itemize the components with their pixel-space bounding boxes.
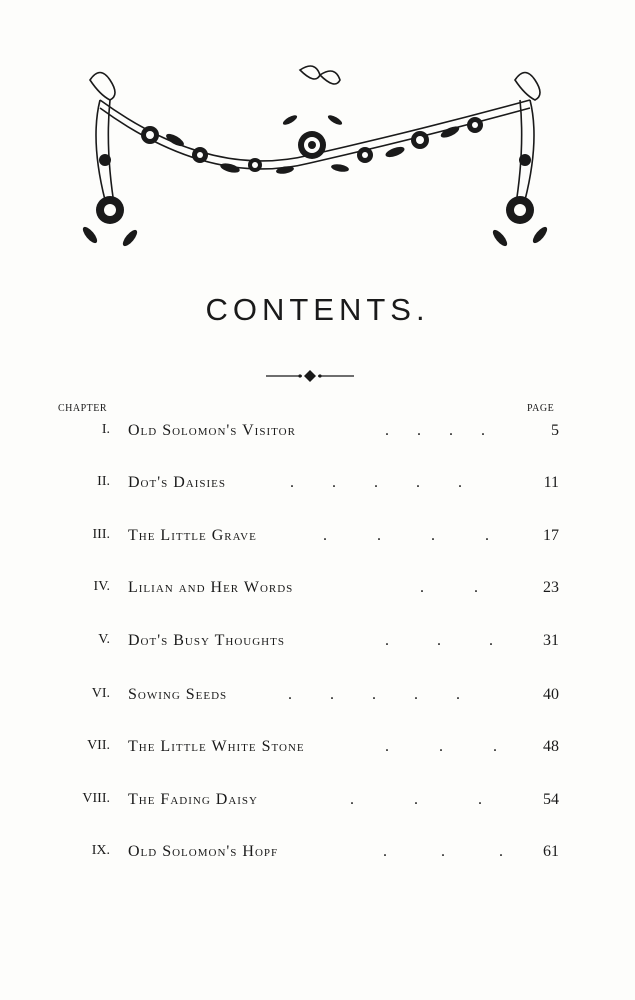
toc-entry [0,579,635,609]
floral-garland-icon [60,60,575,260]
chapter-column-header: CHAPTER [58,403,108,414]
page-number: 48 [543,738,559,755]
page-number: 31 [543,632,559,649]
dot-leader: . . . [350,791,482,808]
page-number: 40 [543,686,559,703]
chapter-title: Old Solomon's Visitor [128,422,296,439]
dot-leader: . . . . . [290,474,462,491]
page-number: 61 [543,843,559,860]
chapter-number: VII. [87,738,110,753]
chapter-number: V. [98,632,110,647]
chapter-number: VIII. [82,791,110,806]
dot-leader: . . . . [385,422,485,439]
toc-entry [0,632,635,662]
chapter-title: Dot's Daisies [128,474,226,491]
page-number: 17 [543,527,559,544]
page-number: 54 [543,791,559,808]
page-number: 11 [543,474,559,491]
toc-entry [0,843,635,873]
chapter-number: IV. [93,579,110,594]
page-column-header: PAGE [527,403,555,414]
dot-leader: . . . [385,632,493,649]
page-title: CONTENTS. [205,292,430,327]
divider-ornament-icon [262,366,358,384]
dot-leader: . . [420,579,478,596]
toc-entry [0,791,635,821]
chapter-number: VI. [91,686,110,701]
page-number: 23 [543,579,559,596]
chapter-title: Lilian and Her Words [128,579,294,596]
dot-leader: . . . [385,738,497,755]
chapter-number: II. [97,474,110,489]
dot-leader: . . . . [323,527,489,544]
chapter-number: III. [92,527,110,542]
chapter-title: The Fading Daisy [128,791,258,808]
dot-leader: . . . [383,843,503,860]
dot-leader: . . . . . [288,686,460,703]
page-number: 5 [551,422,559,439]
chapter-title: The Little Grave [128,527,257,544]
toc-entry [0,686,635,716]
toc-entry [0,422,635,452]
toc-entry [0,474,635,504]
toc-entry [0,738,635,768]
chapter-title: Old Solomon's Hopf [128,843,279,860]
toc-entry [0,527,635,557]
chapter-title: The Little White Stone [128,738,305,755]
chapter-number: IX. [91,843,110,858]
chapter-number: I. [101,422,110,437]
chapter-title: Dot's Busy Thoughts [128,632,285,649]
chapter-title: Sowing Seeds [128,686,228,703]
